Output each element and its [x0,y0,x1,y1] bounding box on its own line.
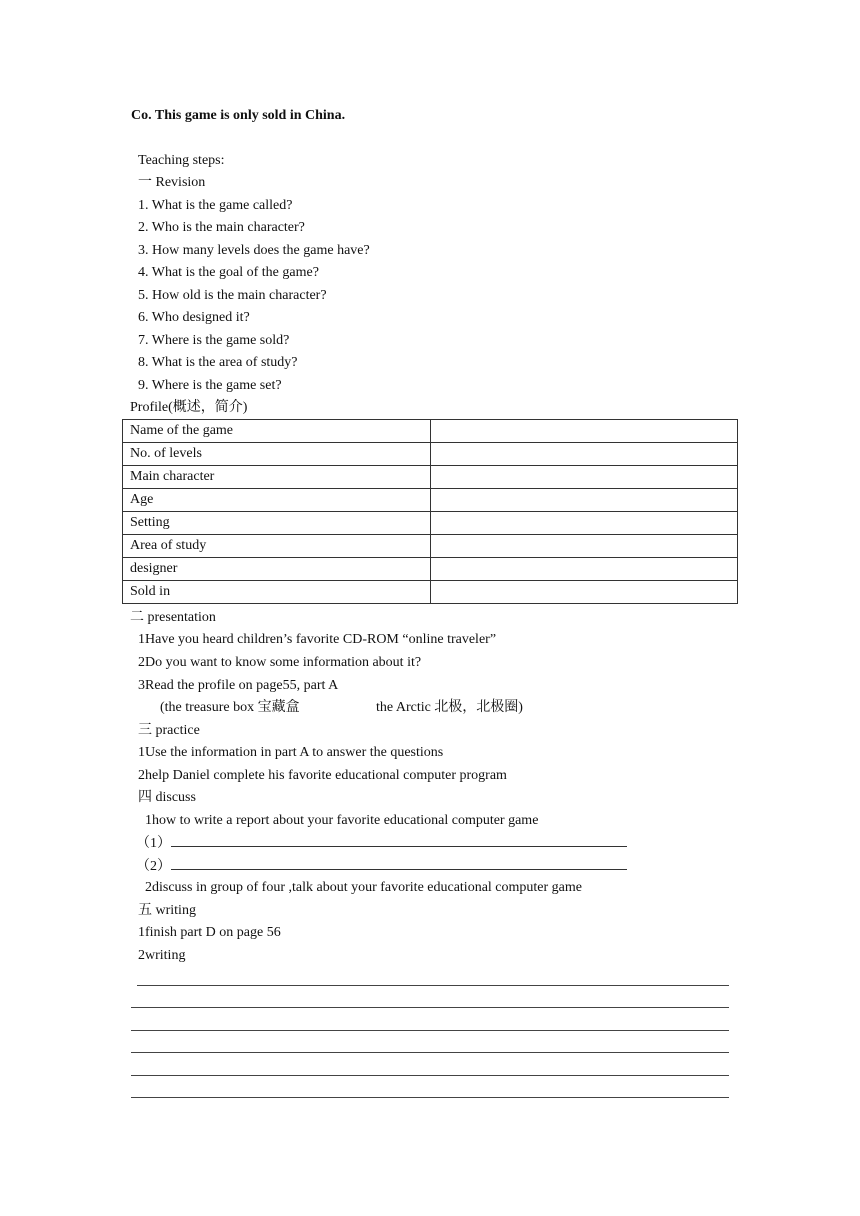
presentation-title: 二 presentation [130,610,216,625]
discuss-title: 四 discuss [138,790,196,805]
answer-blank-2 [136,857,627,876]
profile-title: Profile(概述，简介) [130,400,248,415]
writing-item: 1finish part D on page 56 [138,925,281,940]
practice-title: 三 practice [138,723,200,738]
table-row [123,558,738,581]
blank-underline [171,834,627,847]
revision-question: 3. How many levels does the game have? [138,243,370,258]
profile-value-cell [431,512,738,535]
profile-value-cell [431,581,738,604]
profile-label: Setting [123,512,431,535]
revision-question: 6. Who designed it? [138,310,250,325]
blank-underline [171,857,627,870]
writing-title: 五 writing [138,903,196,918]
revision-title: 一 Revision [138,175,206,190]
heading: Co. This game is only sold in China. [131,108,346,123]
writing-line [131,1075,729,1076]
blank-label: （2） [136,859,171,874]
table-row [123,420,738,443]
discuss-item: 1how to write a report about your favorite educational computer game [145,813,539,828]
table-row [123,581,738,604]
revision-question: 5. How old is the main character? [138,288,327,303]
revision-question: 8. What is the area of study? [138,355,298,370]
presentation-item: 1Have you heard children’s favorite CD-ROM “online traveler” [138,632,497,647]
revision-question: 4. What is the goal of the game? [138,265,319,280]
answer-blank-1 [136,834,627,853]
profile-label: Age [123,489,431,512]
writing-line [131,1007,729,1008]
table-row [123,535,738,558]
revision-question: 7. Where is the game sold? [138,333,290,348]
vocab-arctic: the Arctic 北极，北极圈) [376,700,523,715]
presentation-item: 2Do you want to know some information about it? [138,655,422,670]
table-row [123,489,738,512]
practice-item: 1Use the information in part A to answer the questions [138,745,444,760]
profile-label: Area of study [123,535,431,558]
profile-value-cell [431,535,738,558]
profile-value-cell [431,443,738,466]
profile-value-cell [431,466,738,489]
revision-question: 2. Who is the main character? [138,220,305,235]
profile-table [122,419,738,604]
writing-item: 2writing [138,948,186,963]
vocab-treasure-box: (the treasure box 宝藏盒 [160,700,300,715]
profile-label: Name of the game [123,420,431,443]
table-row [123,443,738,466]
profile-label: Sold in [123,581,431,604]
writing-line [131,1030,729,1031]
profile-label: No. of levels [123,443,431,466]
presentation-item: 3Read the profile on page55, part A [138,678,339,693]
table-row [123,466,738,489]
profile-value-cell [431,420,738,443]
writing-line [137,985,729,986]
profile-value-cell [431,489,738,512]
revision-question: 9. Where is the game set? [138,378,282,393]
profile-value-cell [431,558,738,581]
writing-line [131,1052,729,1053]
revision-question: 1. What is the game called? [138,198,293,213]
discuss-item: 2discuss in group of four ,talk about your favorite educational computer game [145,880,582,895]
blank-label: （1） [136,836,171,851]
writing-line [131,1097,729,1098]
profile-label: designer [123,558,431,581]
steps-title: Teaching steps: [138,153,225,168]
table-row [123,512,738,535]
profile-label: Main character [123,466,431,489]
practice-item: 2help Daniel complete his favorite educational computer program [138,768,507,783]
